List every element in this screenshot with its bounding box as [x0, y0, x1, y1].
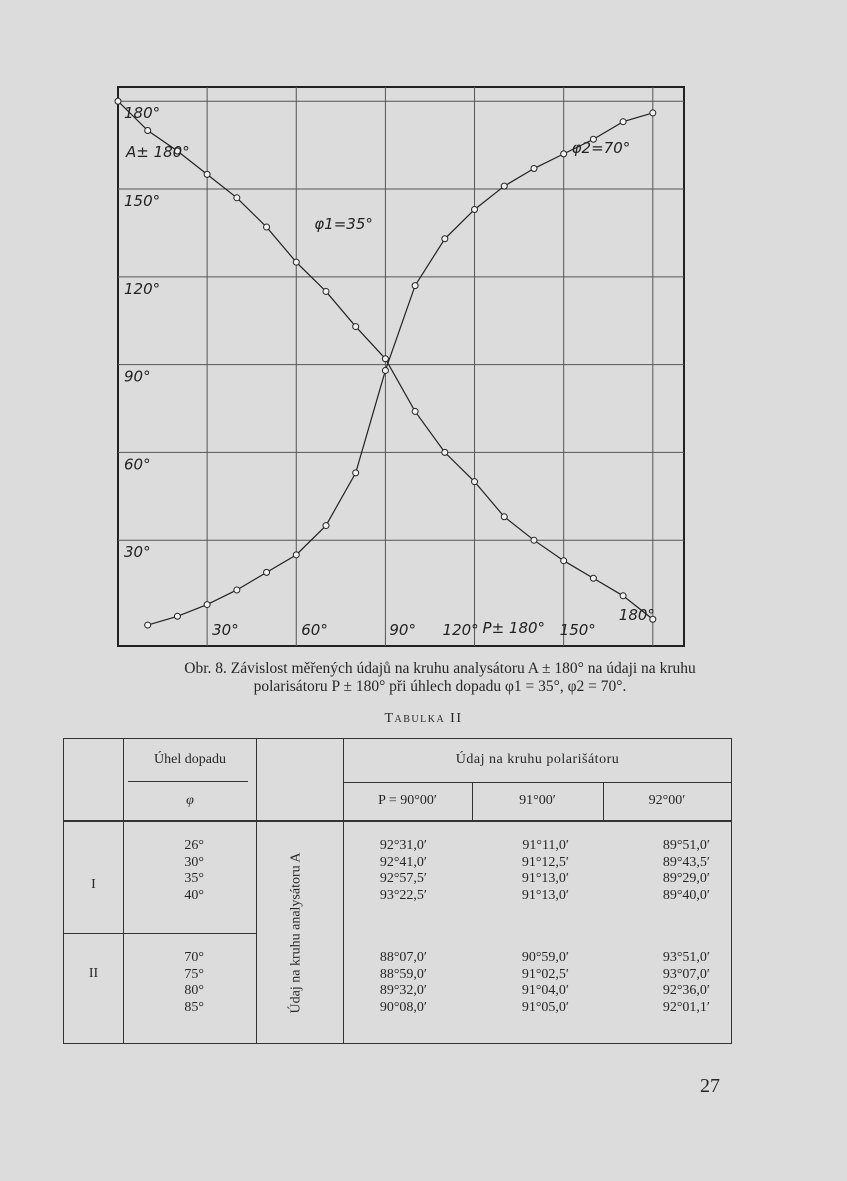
y-tick-label: 30° [124, 543, 151, 562]
table-cell: 90°59,0′ [521, 950, 569, 965]
group-col3 [603, 838, 710, 904]
page-number: 27 [700, 1075, 720, 1097]
data-point [115, 98, 121, 104]
group-col2 [472, 838, 569, 904]
data-point [501, 514, 507, 520]
table-cell: 91°05,0′ [521, 999, 569, 1015]
x-tick-label: 180° [618, 606, 655, 624]
p-value-header: 92°00′ [648, 793, 686, 808]
data-point [472, 207, 478, 213]
data-point [620, 593, 626, 599]
group-col1 [343, 838, 427, 904]
table-cell: 92°41,0′ [379, 854, 427, 870]
table-cell: 89°29,0′ [662, 871, 710, 886]
table-cell: 91°04,0′ [521, 983, 569, 998]
data-point [293, 552, 299, 558]
data-point [501, 183, 507, 189]
data-point [472, 479, 478, 485]
data-point [531, 166, 537, 172]
data-point [412, 408, 418, 414]
x-tick-label: 120° [442, 621, 479, 639]
table-cell: 91°11,0′ [522, 838, 569, 853]
data-point [204, 602, 210, 608]
table-bottom-rule [63, 1043, 732, 1044]
table-cell: 93°22,5′ [379, 887, 427, 903]
table-cell: 93°07,0′ [662, 966, 710, 982]
data-point [234, 587, 240, 593]
x-tick-label: 150° [559, 621, 596, 639]
x-tick-label: 30° [212, 621, 239, 639]
table-cell: 91°02,5′ [521, 966, 569, 982]
data-point [353, 470, 359, 476]
data-point [264, 569, 270, 575]
table-cell: 90°08,0′ [379, 999, 427, 1015]
table-cell: 91°13,0′ [521, 887, 569, 903]
y-axis-label: A± 180° [126, 143, 190, 162]
group-angles [124, 950, 204, 1016]
table-cell: 92°36,0′ [662, 983, 710, 998]
data-point [620, 119, 626, 125]
rotated-label-cell [268, 838, 324, 1028]
group-label: II [88, 966, 99, 981]
data-point [650, 110, 656, 116]
table-cell: 92°31,0′ [379, 838, 427, 853]
table-top-rule [63, 738, 732, 739]
chart-labels [124, 104, 655, 639]
data-point [145, 127, 151, 133]
series-annotation: φ2=70° [571, 139, 631, 158]
table-cell: 30° [184, 854, 204, 870]
table-subheader-rule [128, 781, 248, 782]
rotated-label: Údaj na kruhu analysátoru A [288, 852, 304, 1014]
table-cell: 89°40,0′ [662, 887, 710, 903]
data-point [353, 324, 359, 330]
x-tick-label: 60° [301, 621, 328, 639]
data-point [561, 558, 567, 564]
data-point [590, 575, 596, 581]
data-point [442, 236, 448, 242]
table-cell: 85° [184, 999, 204, 1015]
x-tick-label: 90° [389, 621, 416, 639]
y-tick-label: 120° [124, 279, 161, 298]
data-point [323, 288, 329, 294]
data-point [264, 224, 270, 230]
y-tick-label: 150° [124, 192, 161, 211]
table-cell: 91°13,0′ [521, 871, 569, 886]
data-point [382, 367, 388, 373]
data-point [204, 171, 210, 177]
y-tick-label: 90° [124, 367, 151, 386]
data-point [382, 356, 388, 362]
data-point [442, 449, 448, 455]
table-col-divider [256, 738, 257, 1044]
data-point [323, 523, 329, 529]
table-subheader-rule [343, 782, 732, 783]
p-value-header: 91°00′ [519, 793, 556, 808]
table-cell: 91°12,5′ [521, 854, 569, 870]
group-col3 [603, 950, 710, 1016]
data-point [234, 195, 240, 201]
chart [100, 75, 700, 655]
group-col1 [343, 950, 427, 1016]
table-right-border [731, 738, 732, 1044]
table-cell: 89°51,0′ [662, 838, 710, 853]
table-cell: 75° [184, 966, 204, 982]
figure-caption [110, 660, 770, 696]
reading-header: Údaj na kruhu polarišátoru [455, 752, 620, 767]
table-header-rule [63, 820, 732, 822]
table-cell: 92°01,1′ [662, 999, 710, 1015]
table-cell: 88°07,0′ [379, 950, 427, 965]
table-cell: 35° [184, 871, 204, 886]
series-annotation: φ1=35° [314, 215, 373, 234]
data-point [561, 151, 567, 157]
data-point [531, 537, 537, 543]
p-value-header: P = 90°00′ [378, 793, 437, 808]
group-angles [124, 838, 204, 904]
group-col2 [472, 950, 569, 1016]
caption-line-2: polarisátoru P ± 180° při úhlech dopadu φ1 = 35°, φ2 = 70°. [253, 678, 627, 695]
data-point [412, 283, 418, 289]
table-title: Tabulka II [384, 711, 463, 726]
data-point [174, 613, 180, 619]
table-cell: 88°59,0′ [379, 966, 427, 982]
y-tick-label: 180° [124, 104, 161, 123]
group-label: I [91, 877, 96, 892]
table-cell: 40° [184, 887, 204, 903]
y-tick-label: 60° [124, 455, 151, 474]
data-point [145, 622, 151, 628]
series-line [148, 113, 653, 625]
table-cell: 92°57,5′ [379, 871, 427, 886]
table-cell: 26° [184, 838, 204, 853]
table-group-rule [63, 933, 256, 934]
angle-subheader: φ [186, 793, 194, 808]
data-point [293, 259, 299, 265]
caption-line-1: Obr. 8. Závislost měřených údajů na kruhu analysátoru A ± 180° na údaji na kruhu [184, 660, 696, 677]
x-axis-label: P± 180° [482, 619, 546, 637]
table-cell: 70° [184, 950, 204, 965]
angle-header: Úhel dopadu [154, 752, 226, 767]
table-cell: 89°43,5′ [662, 854, 710, 870]
table-cell: 89°32,0′ [379, 983, 427, 998]
table-cell: 80° [184, 983, 204, 998]
table-cell: 93°51,0′ [662, 950, 710, 965]
